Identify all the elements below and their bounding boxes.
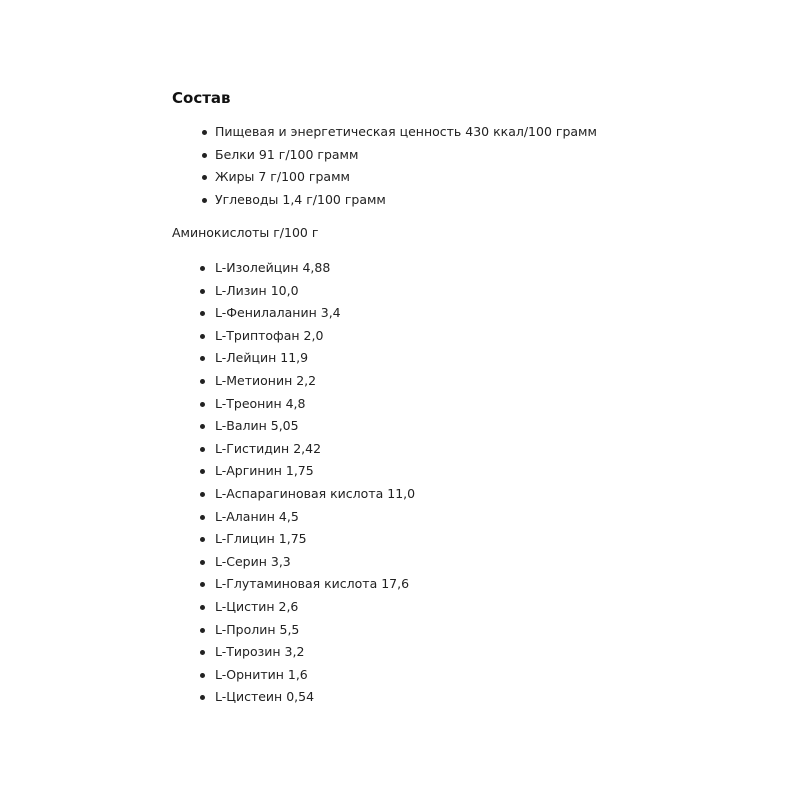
nutrition-facts-list (172, 121, 597, 211)
list-item: L-Метионин 2,2 (172, 370, 415, 393)
amino-acids-heading: Аминокислоты г/100 г (172, 225, 319, 240)
list-item: L-Треонин 4,8 (172, 393, 415, 416)
list-item: L-Аргинин 1,75 (172, 460, 415, 483)
list-item: L-Валин 5,05 (172, 415, 415, 438)
list-item: Углеводы 1,4 г/100 грамм (172, 189, 597, 212)
list-item: L-Триптофан 2,0 (172, 325, 415, 348)
list-item: Жиры 7 г/100 грамм (172, 166, 597, 189)
list-item: L-Гистидин 2,42 (172, 438, 415, 461)
list-item: L-Аспарагиновая кислота 11,0 (172, 483, 415, 506)
list-item: L-Лейцин 11,9 (172, 347, 415, 370)
list-item: L-Тирозин 3,2 (172, 641, 415, 664)
list-item: L-Цистин 2,6 (172, 596, 415, 619)
list-item: L-Лизин 10,0 (172, 280, 415, 303)
list-item: L-Фенилаланин 3,4 (172, 302, 415, 325)
list-item: L-Глутаминовая кислота 17,6 (172, 573, 415, 596)
list-item: Пищевая и энергетическая ценность 430 ккал/100 грамм (172, 121, 597, 144)
list-item: L-Аланин 4,5 (172, 506, 415, 529)
list-item: L-Цистеин 0,54 (172, 686, 415, 709)
list-item: L-Глицин 1,75 (172, 528, 415, 551)
list-item: L-Пролин 5,5 (172, 619, 415, 642)
list-item: L-Серин 3,3 (172, 551, 415, 574)
section-title: Состав (172, 89, 231, 107)
amino-acids-list (172, 257, 415, 709)
list-item: L-Изолейцин 4,88 (172, 257, 415, 280)
list-item: L-Орнитин 1,6 (172, 664, 415, 687)
list-item: Белки 91 г/100 грамм (172, 144, 597, 167)
